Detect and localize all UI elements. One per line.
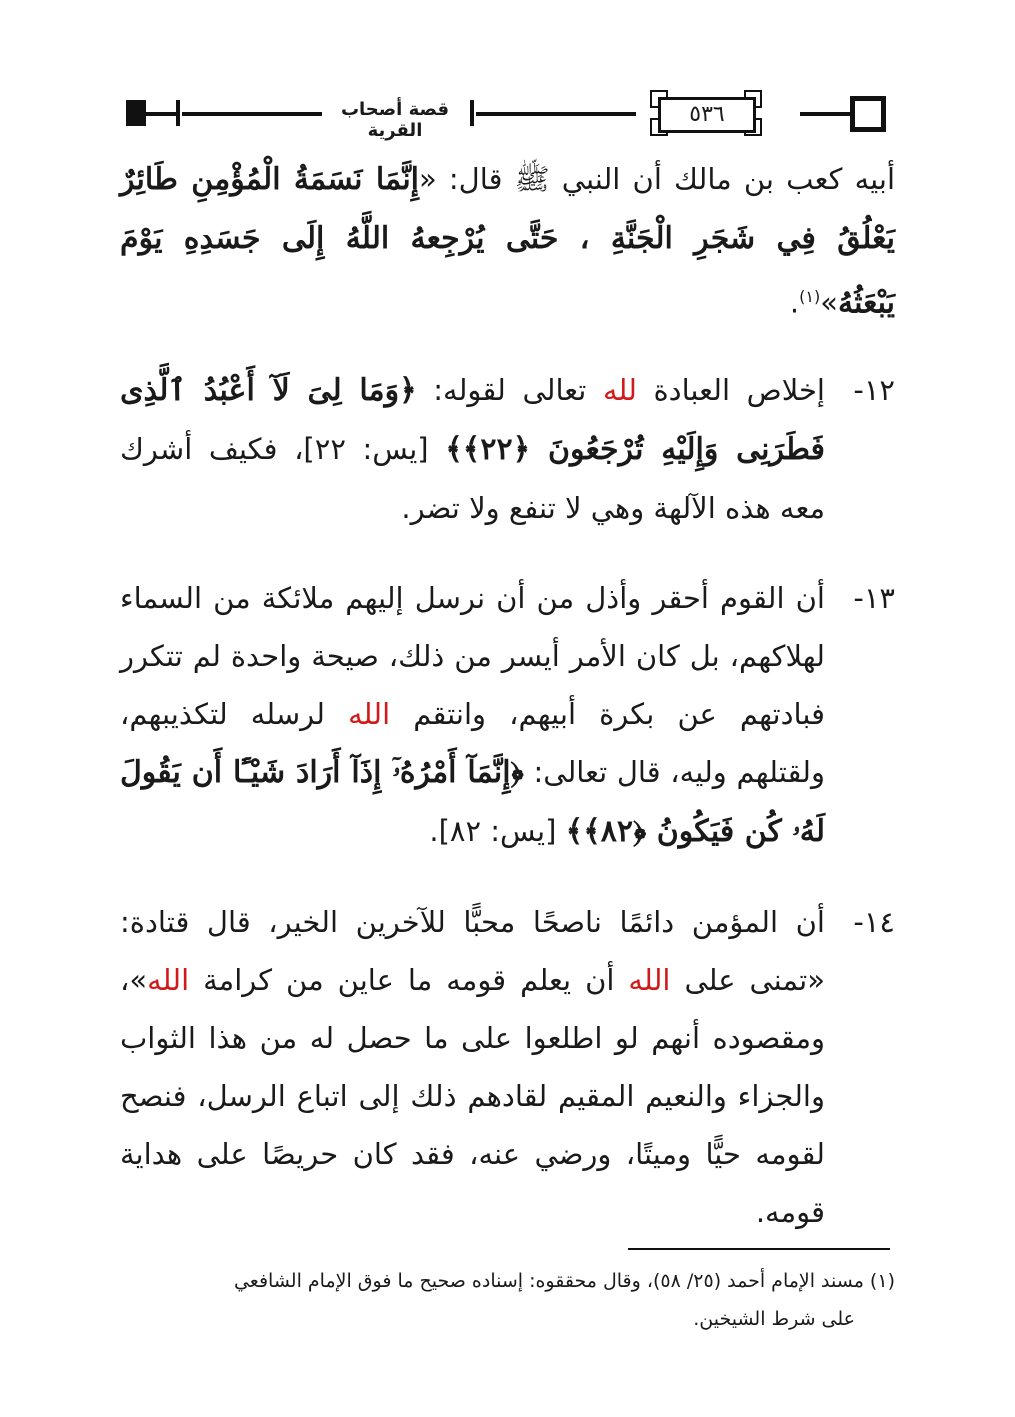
footnote xyxy=(115,1262,895,1338)
point-12 xyxy=(120,361,895,537)
divine-name: الله xyxy=(147,962,190,997)
divine-name: الله xyxy=(348,696,391,731)
header-rule xyxy=(476,112,636,116)
footnote-separator xyxy=(628,1248,890,1250)
header-ornament-bar xyxy=(470,100,474,126)
hadith-close: » xyxy=(820,285,838,320)
point-number: ١٢- xyxy=(853,372,895,407)
point-text: أن المؤمن دائمًا ناصحًا محبًّا للآخرين الخير، قال قتادة: «تمنى على xyxy=(120,904,825,997)
point-14 xyxy=(120,893,895,1241)
divine-name: الله xyxy=(628,962,671,997)
point-text: تعالى لقوله: xyxy=(416,372,603,407)
quran-verse: ﴿وَمَا لِىَ لَآ أَعْبُدُ ٱلَّذِى فَطَرَنِى وَإِلَيْهِ تُرْجَعُونَ ﴿٢٢﴾﴾ xyxy=(120,372,825,467)
divine-name: لله xyxy=(602,372,637,407)
header-rule xyxy=(182,112,322,116)
header-rule xyxy=(800,112,850,116)
hadith-text: إِنَّمَا نَسَمَةُ الْمُؤْمِنِ طَائِرٌ يَعْلُقُ فِي شَجَرِ الْجَنَّةِ ، حَتَّى يُرْجِعهُ اللَّهُ إِلَى جَسَدِهِ يَوْمَ يَبْعَثُهُ xyxy=(120,162,895,321)
page-body xyxy=(120,150,895,1241)
point-text: [يس: ٨٢]. xyxy=(429,813,566,848)
point-text: أن القوم أحقر وأذل من أن نرسل إليهم ملائكة من السماء لهلاكهم، بل كان الأمر أيسر من ذلك، صيحة واحدة لم تتكرر فبادتهم عن بكرة أبيهم، وانتقم xyxy=(120,580,825,731)
point-13 xyxy=(120,569,895,861)
page-header xyxy=(120,90,895,140)
point-number: ١٣- xyxy=(853,580,895,615)
point-text: لرسله لتكذيبهم، ولقتلهم وليه، قال تعالى: xyxy=(120,696,825,789)
point-number: ١٤- xyxy=(853,904,895,939)
footnote-ref: (١) xyxy=(799,287,821,306)
point-text: [يس: ٢٢]، فكيف أشرك معه هذه الآلهة وهي لا تنفع ولا تضر. xyxy=(120,431,825,525)
point-text: إخلاص العبادة xyxy=(636,372,825,407)
page-number: ٥٣٦ xyxy=(658,97,756,133)
header-end-square xyxy=(850,96,886,132)
point-text: أن يعلم قومه ما عاين من كرامة xyxy=(189,962,629,997)
footnote-line: (١) مسند الإمام أحمد (٢٥/ ٥٨)، وقال محققوه: إسناده صحيح ما فوق الإمام الشافعي xyxy=(233,1270,895,1292)
point-text: »، ومقصوده أنهم لو اطلعوا على ما حصل له من هذا الثواب والجزاء والنعيم المقيم لقادهم ذلك إلى اتباع الرسل، فنصح لقومه حيًّا وميتًا، ورضي عنه، فقد كان حريصًا على هداية قومه. xyxy=(120,962,825,1229)
hadith-intro: أبيه كعب بن مالك أن النبي ﷺ قال: « xyxy=(419,162,896,196)
page-number-frame xyxy=(630,92,800,136)
header-ornament-block xyxy=(126,100,146,126)
header-rule xyxy=(146,112,176,116)
hadith-paragraph xyxy=(120,150,895,333)
chapter-title: قصة أصحاب القرية xyxy=(340,99,450,141)
header-ornament-bar xyxy=(176,100,180,126)
footnote-line: على شرط الشيخين. xyxy=(693,1308,855,1330)
hadith-end: . xyxy=(789,285,800,320)
quran-verse: ﴿إِنَّمَآ أَمْرُهُۥٓ إِذَآ أَرَادَ شَيْـًٔا أَن يَقُولَ لَهُۥ كُن فَيَكُونُ ﴿٨٢﴾﴾ xyxy=(120,754,825,849)
